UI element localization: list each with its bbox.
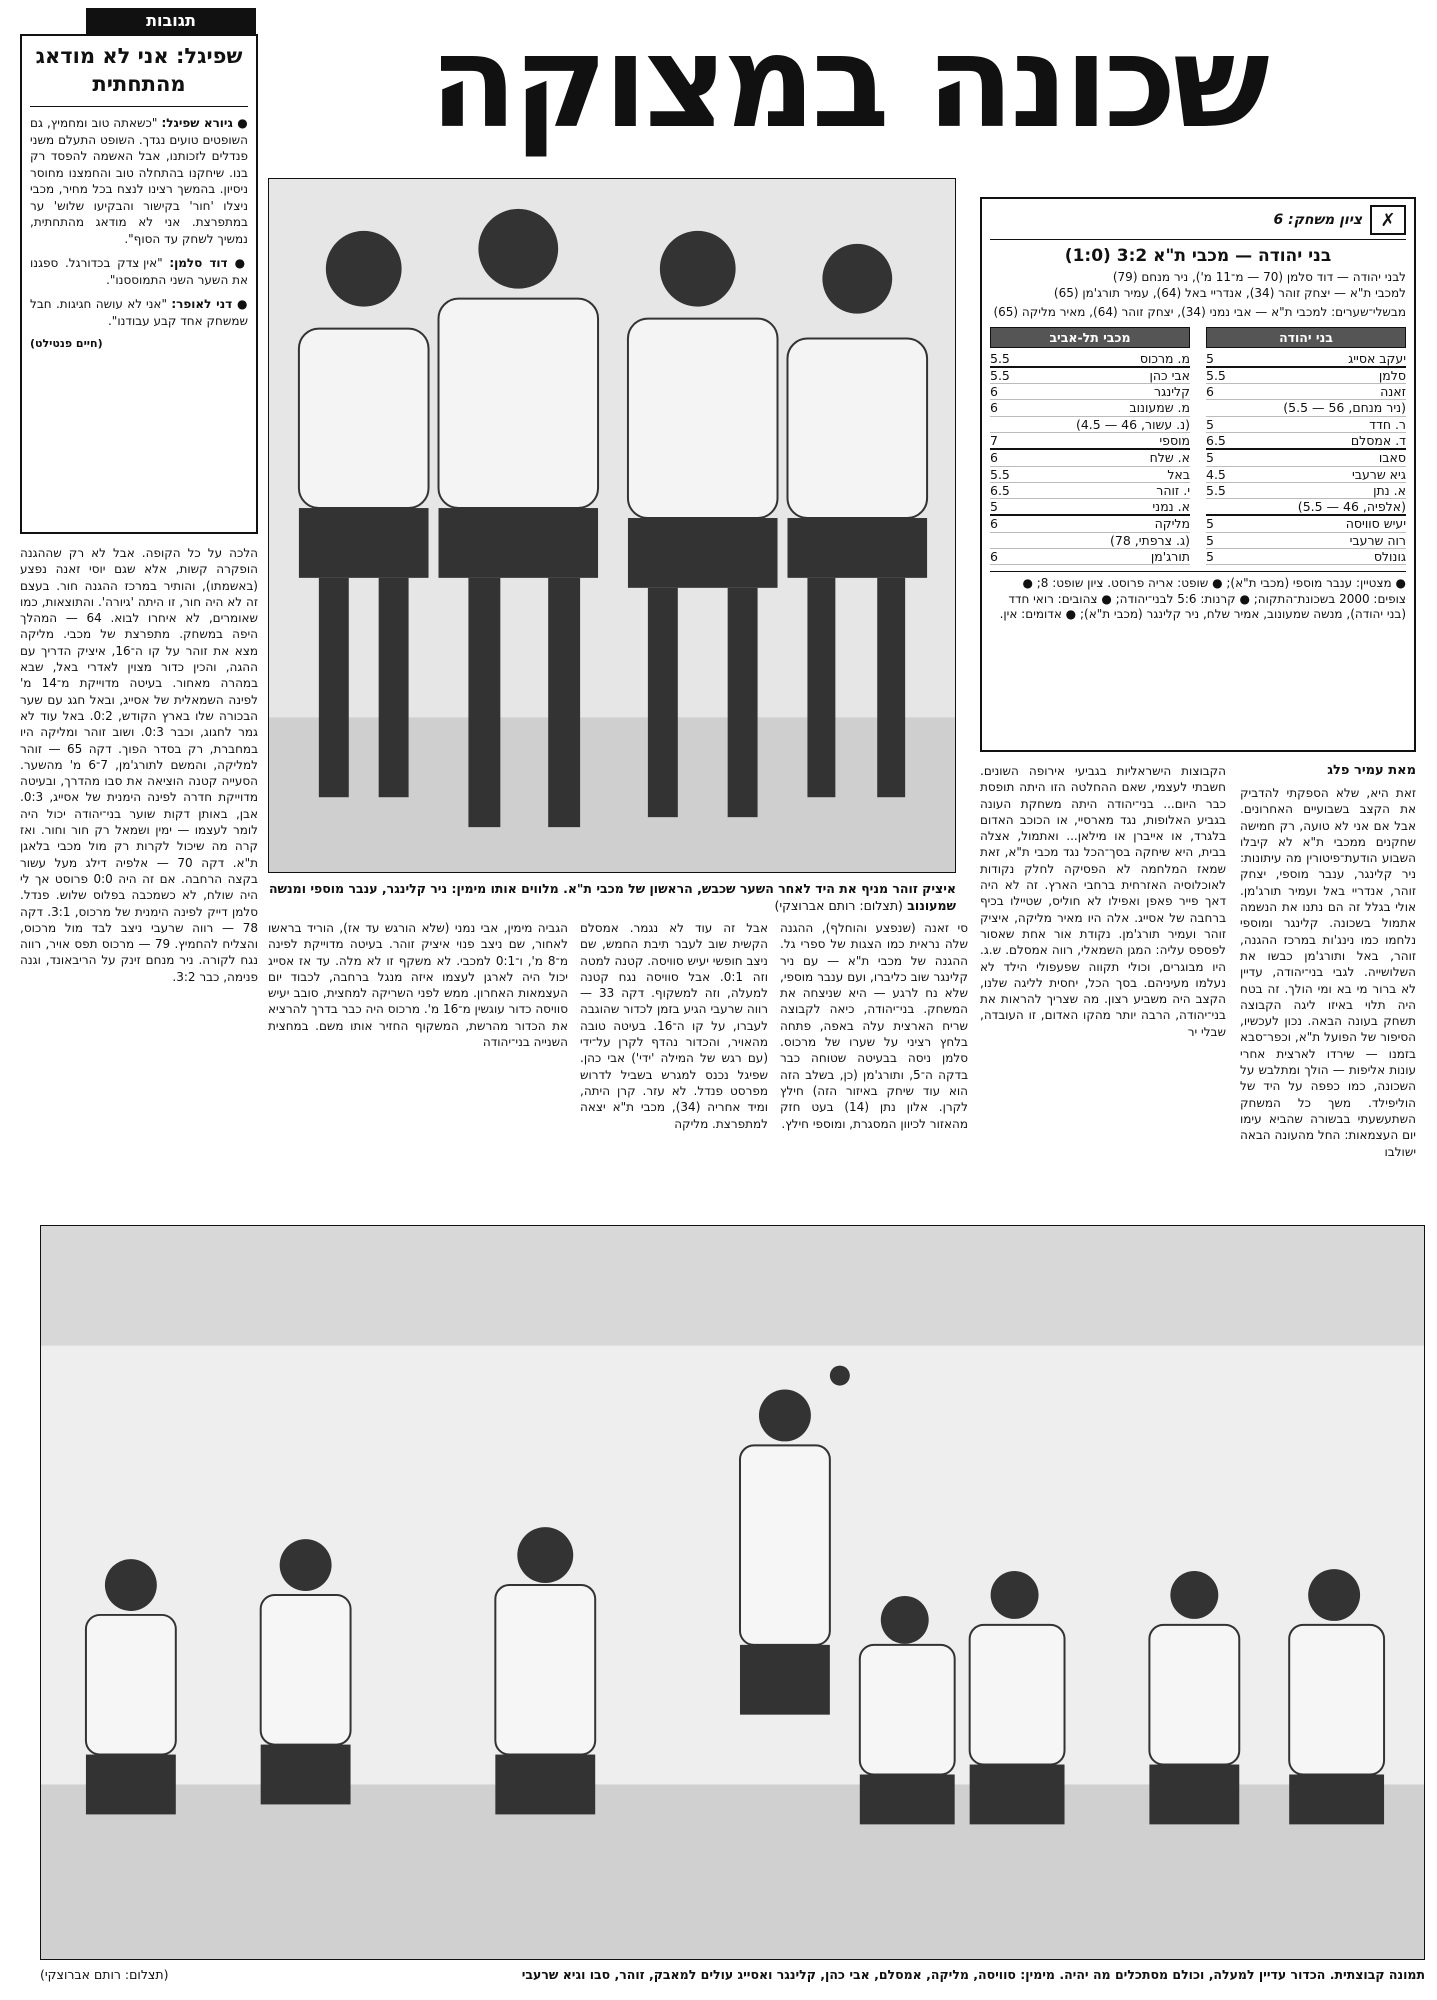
player-grade: 6 [990,384,998,400]
player-row [990,516,1190,532]
player-name: יעיש סוויסה [1345,516,1406,532]
player-name: מליקה [1154,516,1190,532]
player-row [990,499,1190,516]
team-heading-image [41,1226,1424,1959]
player-row [1206,549,1406,565]
player-row [990,533,1190,549]
player-grade: 5 [990,499,998,515]
scorers-home: לבני יהודה — דוד סלמן (70 — מ־11 מ'), ניר מנחם (79) [1112,270,1406,284]
article-column-1: זאת היא, שלא הספקתי להדביק את הקצב בשבועיים האחרונים. אבל אם אני לא טועה, רק חמישה שחקנים ממכבי ת"א לא קיבלו השבוע הודעת־פיטורין מה עיתונות: ניר קלינגר, ענבר מוספי, יצחק זוהר, אנדריי באל ועמיר תורג'מן. אולי בגלל זה הם נתנו את הנשמה אתמול בשכונה. קלינגר ומוספי נלחמו כמו נינג'ות במרכז ההגנה, זוהר, באל ותורג'מן כבשו את השלושייה. לגבי בני־יהודה, עדיין לא ברור מי בא ומי הולך. זה בטח היה תלוי באיזו ליגה הקבוצה תשחק בעונה הבאה. נכון לעכשיו, הסיפור של הפועל ת"א, וכפר־סבא בזמנו — שירדו לארצית אחרי עונות אליפות — הולך ומתלבש על השכונה, כמו כפפה על היד של הוליפילד. משך כל המשחק השתעשעתי בבשורה שהביא עימו יום העצמאות: החל מהעונה הבאה ישולבו [1240,786,1416,1159]
home-team-title: בני יהודה [1206,327,1406,348]
scorers-away: למכבי ת"א — יצחק זוהר (34), אנדריי באל (64), עמיר תורג'מן (65) [1053,285,1406,300]
player-name: תורג'מן [1150,549,1190,565]
player-grade: 6 [990,516,998,532]
quote-text: "אין צדק בכדורגל. ספגנו את השער השני התמוססנו". [30,256,248,287]
player-row [1206,384,1406,400]
player-grade: 6 [990,549,998,565]
article-column-4: אבל זה עוד לא נגמר. אמסלם הקשית שוב לעבר תיבת החמש, שם ניצב חופשי יעיש סוויסה. קטנה למטה וזה 0:1. אבל סוויסה נגח קטנה למעלה, וזה למשקוף. דקה 33 — רווה שרעבי הגיע בזמן לכדור שהוגבה לעברו, על קו ה־16. בעיטה טובה מהאויר, והכדור נהדף לקרן על־ידי (עם רגש של המילה 'ידי') אבי כהן. שפיגל נכנס למגרש בשביל לדרוש מפרסט פנדל. לא עזר. קרן היתה, ומיד אחריה (34), מכבי ת"א יצאה למתפרצת. מליקה [580,921,768,1131]
photo2-credit: (תצלום: רותם אברוצקי) [40,1967,169,1982]
player-name: מ. שמעונוב [1129,400,1190,416]
home-player-list [1206,351,1406,566]
player-row [990,384,1190,400]
player-grade: 5 [1206,350,1214,366]
quote-speaker: ● גיורא שפיגל: [161,116,248,130]
whistle-icon: ✗ [1370,205,1406,235]
top-photo [268,178,956,873]
assists: מבשלי־שערים: למכבי ת"א — אבי נמני (34), יצחק זוהר (64), מאיר מליקה (65) [993,305,1406,319]
player-name: באל [1167,466,1190,482]
player-name: (נ. עשור, 46 — 4.5) [1075,416,1190,432]
player-grade: 5.5 [990,350,1010,366]
byline: מאת עמיר פלג [1327,763,1416,778]
away-player-list [990,351,1190,566]
player-row [990,467,1190,483]
player-row [990,483,1190,499]
player-row [1206,499,1406,516]
player-name: מ. מרכוס [1139,350,1190,366]
quote-spiegel [30,115,248,247]
player-name: א. נמני [1152,499,1190,515]
player-row [1206,417,1406,433]
player-name: (ניר מנחם, 56 — 5.5) [1283,400,1406,416]
player-row [990,400,1190,416]
photo1-caption [268,880,956,914]
player-name: א. שלח [1149,450,1190,466]
quote-laufer [30,296,248,329]
player-row [1206,400,1406,416]
stats-header [990,205,1406,240]
match-grade: ציון משחק: 6 [1273,212,1362,228]
player-row [1206,483,1406,499]
quote-salman [30,255,248,288]
player-name: סלמן [1378,367,1406,383]
player-grade: 5 [1206,532,1214,548]
headline: שכונה במצוקה [429,8,1266,157]
photo1-caption-text: איציק זוהר מניף את היד לאחר השער שכבש, הראשון של מכבי ת"א. מלווים אותו מימין: ניר קלינגר, ענבר מוספי ומנשה שמעונוב [268,881,956,913]
match-details: ● מצטיין: ענבר מוספי (מכבי ת"א); ● שופט: אריה פרוסט. ציון שופט: 8; ● צופים: 2000 בשכונת־התקוה; ● קרנות: 5:6 לבני־יהודה; ● צהובים: רואי חדד (בני יהודה), מנשה שמעונוב, אמיר שלח, ניר קלינגר (מכבי ת"א); ● אדומים: אין. [990,571,1406,623]
scorers [990,270,1406,321]
photo1-credit: (תצלום: רותם אברוצקי) [774,898,903,913]
player-grade: 5 [1206,516,1214,532]
quote-speaker: ● דני לאופר: [171,297,248,311]
player-grade: 6 [1206,384,1214,400]
player-grade: 7 [990,432,998,448]
quote-text: "אני לא עושה חגיגות. חבל שמשחק אחד קבע עבודנו". [30,297,248,328]
quote-speaker: ● דוד סלמן: [169,256,248,270]
player-row [1206,533,1406,549]
player-name: (אלפיה, 46 — 5.5) [1297,499,1406,515]
player-row [990,450,1190,466]
player-row [990,351,1190,368]
player-name: קלינגר [1154,384,1190,400]
player-row [990,368,1190,384]
player-grade: 5 [1206,450,1214,466]
bottom-photo [40,1225,1425,1960]
left-column-text: הלכה על כל הקופה. אבל לא רק שההגנה הופקרה קשות, אלא שגם יוסי זאנה נפצע (באשמתו), והותיר במרכז ההגנה חור. בעצם זה לא היה חור, זו היתה 'גיורה'. והתוצאות, כמו שאומרים, לא איחרו לבוא. 64 — המהלך היפה במשחק. מתפרצת של מכבי. מליקה מצא את זוהר על קו ה־16, איציק הדריך עם ההגה, והכין כדור מצוין לאדרי באל, שבא במהרה מאחור. בעיטה מדוייקת מ־14 מ' לפינה השמאלית של אסייג, ובאל חגג עם שער הבכורה שלו בארץ הקודש, 0:2. באל עוד לא גמר לחגוג, וכבר 0:3. ושוב זוהר ומליקה היו במחברת, רק בסדר הפוך. דקה 65 — זוהר למליקה, והמשם לתורג'מן, 7־6 מ' מהשער. הסעייה קטנה הוציאה את סבו מהדרך, ובעיטה מדוייקת חדרה לפינה הימנית של אסייג, 0:3. אבן, באותן דקות שוער בני־יהודה יכול היה לומר לעצמו — ימין ושמאל רק חור וחור. ואז קרה מה שיכול לקרות רק מול מכבי בלאגן ת"א. דקה 70 — אלפיה דילג מעל עשור בקצה הרחבה. אם זה היה 0:0 פרוסט אך לי היה שולח, לא כשמכבה בפלוס שלוש. פנדל. סלמן דייק לפינה הימנית של מרכוס, 3:1. דקה 78 — רווה שרעבי ניצב לבד מול מרכוס, והצליח להחמיץ. 79 — מרכוס תפס אויר, רווה נגח לקורה. ניר מנחם זינק על הריבאונד, וגנה פנימה, כבר 3:2. [20,546,258,984]
player-grade: 6.5 [990,482,1010,498]
player-name: סאבו [1378,450,1406,466]
player-name: גונולס [1373,549,1406,565]
player-grade: 5.5 [1206,367,1226,383]
photo2-caption-text: תמונה קבוצתית. הכדור עדיין למעלה, וכולם מסתכלים מה יהיה. מימין: סוויסה, מליקה, אמסלם, אבי כהן, קלינגר ואסייג עולים למאבק, זוהר, סבו וגיא שרעבי [521,1967,1425,1982]
reactions-box [20,34,258,534]
reactions-credit: (חיים פנטילט) [30,337,103,350]
player-name: זאנה [1380,384,1406,400]
reactions-title: שפיגל: אני לא מודאג מהתחתית [30,42,248,107]
player-row [990,549,1190,565]
player-name: רוה שרעבי [1349,532,1406,548]
player-name: (ג. צרפתי, 78) [1109,532,1190,548]
player-row [1206,433,1406,450]
player-grade: 6 [990,400,998,416]
player-row [1206,368,1406,384]
player-grade: 4.5 [1206,466,1226,482]
away-lineup [990,327,1190,566]
player-name: ר. חדד [1369,416,1406,432]
match-stats-box [980,197,1416,752]
player-name: אבי כהן [1149,367,1190,383]
reactions-tag: תגובות [86,8,256,34]
players-celebration-image [269,179,955,872]
player-name: מוספי [1159,432,1190,448]
player-grade: 5 [1206,549,1214,565]
player-row [1206,467,1406,483]
player-name: ד. אמסלם [1350,432,1406,448]
player-row [1206,351,1406,368]
player-row [1206,516,1406,532]
photo2-caption [40,1966,1425,1983]
player-row [990,417,1190,433]
article-column-5: הגביה מימין, אבי נמני (שלא הורגש עד אז), הוריד בראשו לאחור, שם ניצב פנוי איציק זוהר. בעיטה מדוייקת לפינה מ־8 מ', ו־0:1 למכבי. לא משקף זו לא מלה. עד אז אסייג יכול היה לארגן לעצמו איזה מנגל ברחבה, לכבוד יום העצמאות האחרון. ממש לפני השריקה למחצית, סובב יעיש סוויסה כדור עוגשין מ־16 מ'. מרכוס היה כבר בדרך להרציא את הכדור מהרשת, המשקוף החזיר אותו משם. במחצית השנייה בני־יהודה [268,921,568,1050]
player-name: יעקב אסייג [1348,350,1406,366]
player-name: א. נתן [1373,482,1406,498]
article-column-2: הקבוצות הישראליות בגביעי אירופה השונים. חשבתי לעצמי, שאם ההחלטה הזו היתה תופסת כבר היום... בני־יהודה היתה משחקת העונה בגביע האלופות, נגד מארסיי, או הכוכב האדום בלגרד, או אייברן או מילאן... ואתמול, אצלה בבית, היא שיחקה בסך־הכל נגד מכבי ת"א, זאת שמאז המלחמה לא הפסיקה לחלק נקודות לאוכלוסיה האזרחית ברחבי הארץ. זה לא היה דאך פייר פאפן ואפילו לא חוליס, שטיילו בכיף ברחבה של אסייג. אלה היו מאיר מליקה, איציק זוהר ועמיר תורג'מן. נקודת אור אחת שאסור לפספס עליה: המגן השמאלי, רווה אמסלם. ש.ג. היו מבוגרים, וכולי תקווה שפעפולי הילד לא נעלמו מעיניהם. בסך הכל, יחסית לליגה שלנו, הקצב היה משביע רצון. מה שצריך להראות את בני־יהודה, הרבה יותר מהקו האדום, זו העובדה, שבלי יר [980,764,1226,1039]
lineups [990,327,1406,566]
player-grade: 6.5 [1206,432,1226,448]
player-grade: 6 [990,450,998,466]
quote-text: "כשאתה טוב ומחמיץ, גם השופטים טועים נגדך. השופט התעלם משני פנדלים לזכותנו, אבל האשמה להפסד רק בנו. שיחקנו בהתחלה טוב והחמצנו מחוסר ניסיון. בהמשך רצינו לנצח בכל מחיר, מכבי ניצלו 'חור' בקישור והבקיעו שלוש' ער במתפרצת. אני לא מודאג מהתחתית, נמשיך לשחק עד הסוף". [30,116,248,246]
player-grade: 5 [1206,416,1214,432]
player-name: גיא שרעבי [1351,466,1406,482]
player-row [1206,450,1406,466]
article-column-3: סי זאנה (שנפצע והוחלף), ההגנה שלה נראית כמו הצגות של ספרי גל. ההגנה של מכבי ת"א — עם ניר קלינגר שוב כליברו, ועם ענבר מוספי, שלא נח לרגע — היא שניצחה את המשחק. בני־יהודה, כיאה לקבוצה שריח הארצית עלה באפה, פתחה בלחץ רציני על שערו של מרכוס. סלמן ניסה בבעיטה שטוחה כבר בדקה ה־5, ותורג'מן (כן, בשלב הזה הוא עוד שיחק באיזור הזה) חילץ לקרן. אלון נתן (14) בעט חזק מהאזור לכיוון המסגרת, ומוספי חילץ. [780,921,968,1131]
player-row [990,433,1190,450]
player-grade: 5.5 [990,466,1010,482]
home-lineup [1206,327,1406,566]
player-grade: 5.5 [990,367,1010,383]
player-grade: 5.5 [1206,482,1226,498]
player-name: י. זוהר [1156,482,1190,498]
away-team-title: מכבי תל-אביב [990,327,1190,348]
match-result: בני יהודה — מכבי ת"א 3:2 (1:0) [1064,246,1332,266]
